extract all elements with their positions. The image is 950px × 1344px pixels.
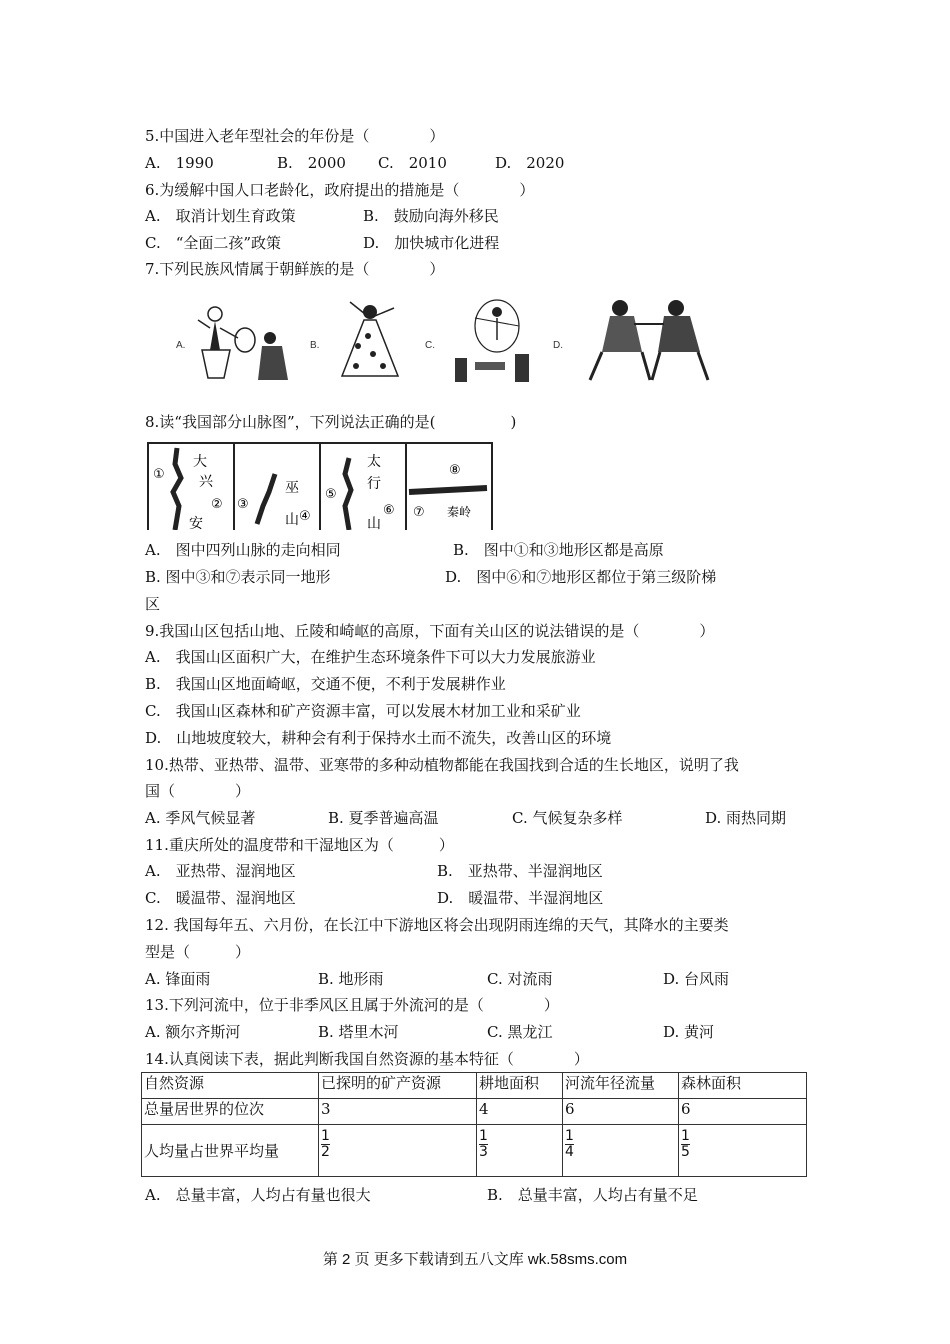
q7-label-c: C. [425,340,435,351]
q9-option-d: D. 山地坡度较大，耕种会有利于保持水土而不流失，改善山区的环境 [145,729,612,747]
q12-option-d: D. 台风雨 [663,970,730,988]
q5-option-c: C. 2010 [378,154,447,172]
numerator: 1 [681,1128,690,1144]
table-row [142,1125,807,1177]
mountain-range-1 [149,444,233,530]
table-cell [563,1125,679,1177]
fraction [681,1129,690,1160]
q5-stem: 5.中国进入老年型社会的年份是（ ） [145,127,445,145]
denominator: 5 [681,1144,690,1160]
q6-option-c: C. “全面二孩”政策 [145,234,282,252]
q14-stem: 14.认真阅读下表，据此判断我国自然资源的基本特征（ ） [145,1050,589,1068]
map-label: 太 [367,454,381,470]
table-cell: 4 [477,1099,563,1125]
table-cell: 总量居世界的位次 [142,1099,319,1125]
q12-stem-line1: 12. 我国每年五、六月份，在长江中下游地区将会出现阴雨连绵的天气，其降水的主要类 [145,916,729,934]
dancer-image-a [190,300,300,385]
table-cell: 6 [563,1099,679,1125]
fraction [321,1129,330,1160]
mountain-range-4 [407,444,491,530]
q8-option-a: A. 图中四列山脉的走向相同 [145,541,341,559]
q7-label-a: A. [176,340,186,351]
q9-option-b: B. 我国山区地面崎岖，交通不便，不利于发展耕作业 [145,675,506,693]
q10-option-d: D. 雨热同期 [705,809,787,827]
q12-stem-line2: 型是（ ） [145,943,251,961]
table-cell: 6 [679,1099,807,1125]
map-label: 兴 [199,474,213,490]
mountain-panel-4 [405,442,493,530]
q6-option-a: A. 取消计划生育政策 [145,207,296,225]
q8-option-c: B. 图中③和⑦表示同一地形 [145,568,331,586]
q8-option-d: D. 图中⑥和⑦地形区都位于第三级阶梯 [445,568,717,586]
resource-table [141,1072,807,1177]
numerator: 1 [565,1128,574,1144]
q11-option-b: B. 亚热带、半湿润地区 [437,862,603,880]
map-label: 秦岭 [447,505,472,519]
numerator: 1 [321,1128,330,1144]
q12-option-a: A. 锋面雨 [145,970,211,988]
map-label: 巫 [285,480,299,496]
table-header-cell: 河流年径流量 [563,1073,679,1099]
q9-option-a: A. 我国山区面积广大，在维护生态环境条件下可以大力发展旅游业 [145,648,596,666]
table-row [142,1099,807,1125]
q6-option-b: B. 鼓励向海外移民 [363,207,499,225]
q13-option-b: B. 塔里木河 [318,1023,399,1041]
map-label: ① [153,467,165,482]
denominator: 4 [565,1144,574,1160]
table-cell [319,1125,477,1177]
q9-option-c: C. 我国山区森林和矿产资源丰富，可以发展木材加工业和采矿业 [145,702,581,720]
q11-option-d: D. 暖温带、半湿润地区 [437,889,604,907]
map-label: ⑤ [325,487,337,502]
map-label: ⑥ [383,503,395,518]
q12-option-c: C. 对流雨 [487,970,553,988]
mountain-range-2 [235,444,319,530]
q14-option-a: A. 总量丰富，人均占有量也很大 [145,1186,371,1204]
q13-option-a: A. 额尔齐斯河 [145,1023,241,1041]
q10-option-b: B. 夏季普遍高温 [328,809,439,827]
q10-option-a: A. 季风气候显著 [145,809,256,827]
q10-stem-line2: 国（ ） [145,782,251,800]
dancer-image-c [445,296,545,388]
q8-option-b: B. 图中①和③地形区都是高原 [453,541,664,559]
table-cell: 3 [319,1099,477,1125]
map-label: ② [211,497,223,512]
fraction [565,1129,574,1160]
q5-option-b: B. 2000 [277,154,346,172]
denominator: 3 [479,1144,488,1160]
q8-option-d-wrap: 区 [145,595,161,613]
q12-option-b: B. 地形雨 [318,970,384,988]
q10-stem-line1: 10.热带、亚热带、温带、亚寒带的多种动植物都能在我国找到合适的生长地区，说明了我 [145,756,739,774]
table-cell: 人均量占世界平均量 [142,1125,319,1177]
map-label: ⑦ [413,505,425,520]
map-label: ④ [299,509,311,524]
map-label: 山 [367,516,381,530]
q7-label-b: B. [310,340,320,351]
numerator: 1 [479,1128,488,1144]
dancer-image-d [580,294,720,386]
table-cell [679,1125,807,1177]
table-header-cell: 森林面积 [679,1073,807,1099]
mountain-panel-3 [319,442,407,530]
mountain-panel-1 [147,442,235,530]
q14-option-b: B. 总量丰富，人均占有量不足 [487,1186,698,1204]
table-cell [477,1125,563,1177]
mountain-panel-2 [233,442,321,530]
map-label: 山 [285,512,299,528]
q6-stem: 6.为缓解中国人口老龄化，政府提出的措施是（ ） [145,181,535,199]
table-header-cell: 自然资源 [142,1073,319,1099]
map-label: ③ [237,497,249,512]
fraction [479,1129,488,1160]
q10-option-c: C. 气候复杂多样 [512,809,623,827]
q13-stem: 13.下列河流中，位于非季风区且属于外流河的是（ ） [145,996,559,1014]
page-footer: 第 2 页 更多下载请到五八文库 wk.58sms.com [322,1251,628,1268]
q13-option-c: C. 黑龙江 [487,1023,553,1041]
q5-option-d: D. 2020 [495,154,565,172]
dancer-image-b [328,296,408,386]
map-label: 行 [367,476,381,492]
map-label: 安 [189,516,203,530]
map-label: 大 [193,454,207,470]
table-header-cell: 已探明的矿产资源 [319,1073,477,1099]
q7-stem: 7.下列民族风情属于朝鲜族的是（ ） [145,260,445,278]
q9-stem: 9.我国山区包括山地、丘陵和崎岖的高原，下面有关山区的说法错误的是（ ） [145,622,715,640]
table-header-row [142,1073,807,1099]
q13-option-d: D. 黄河 [663,1023,715,1041]
mountain-range-3 [321,444,405,530]
q5-option-a: A. 1990 [145,154,214,172]
q6-option-d: D. 加快城市化进程 [363,234,500,252]
table-header-cell: 耕地面积 [477,1073,563,1099]
q11-stem: 11.重庆所处的温度带和干湿地区为（ ） [145,836,454,854]
q11-option-c: C. 暖温带、湿润地区 [145,889,296,907]
map-label: ⑧ [449,463,461,478]
q8-stem: 8.读“我国部分山脉图”，下列说法正确的是( ) [145,413,517,431]
q11-option-a: A. 亚热带、湿润地区 [145,862,296,880]
q7-label-d: D. [553,340,563,351]
denominator: 2 [321,1144,330,1160]
